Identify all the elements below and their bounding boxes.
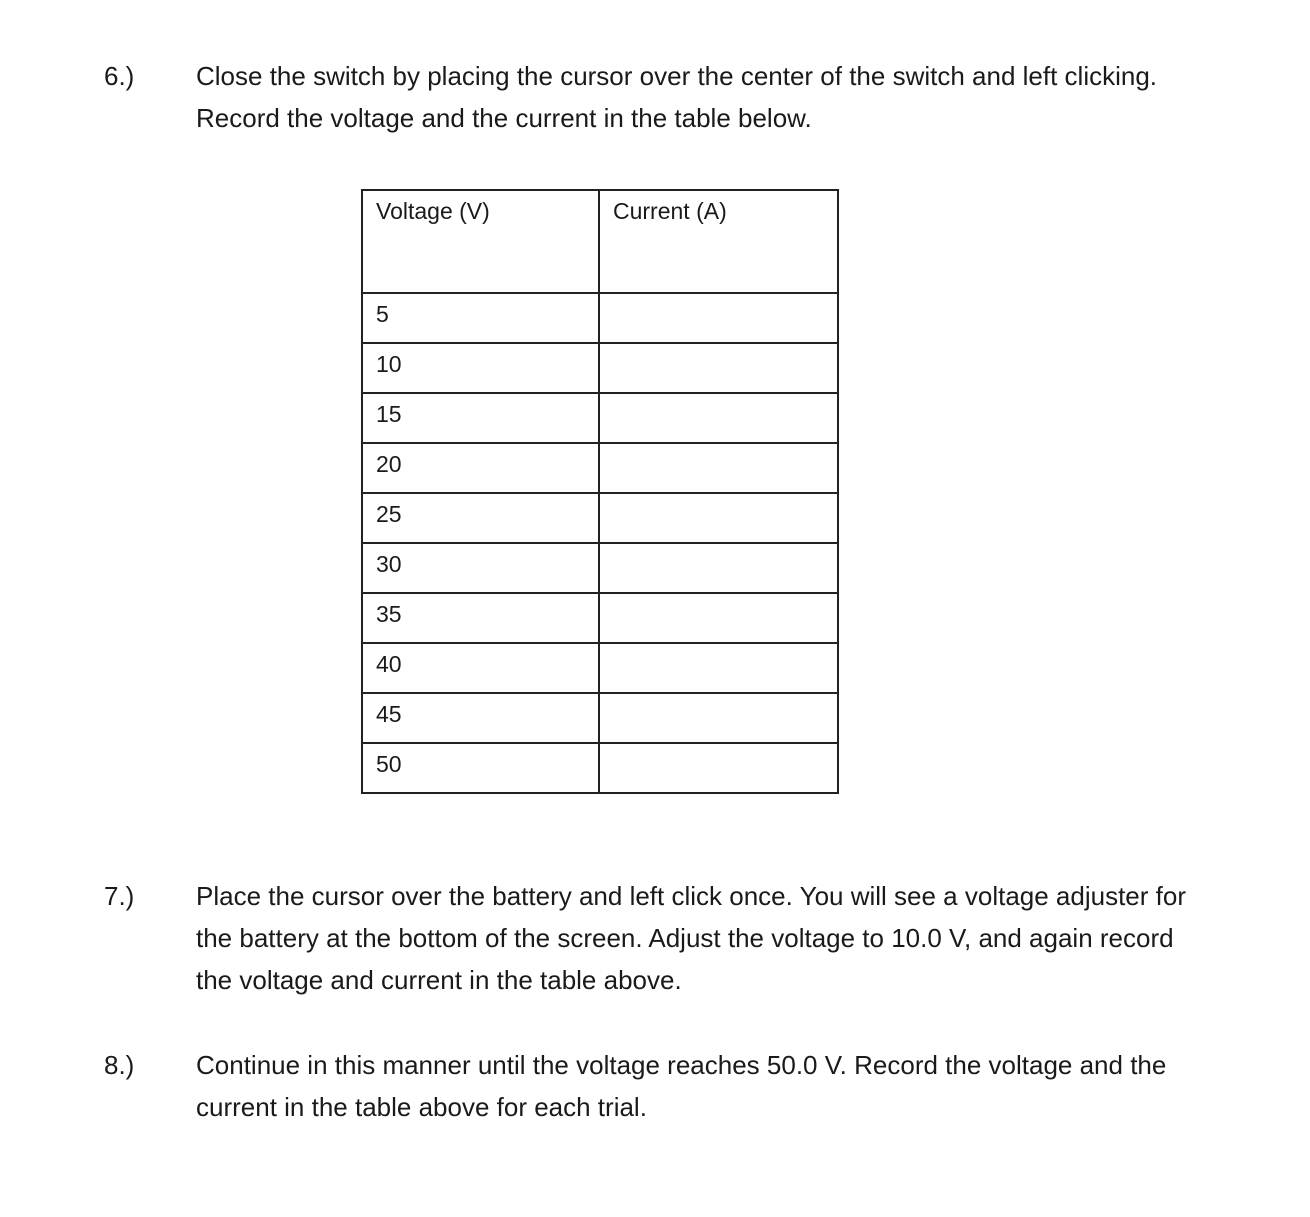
table-row xyxy=(362,593,838,643)
table-header-row xyxy=(362,190,838,293)
current-cell[interactable] xyxy=(599,593,838,643)
table-row xyxy=(362,293,838,343)
voltage-cell: 5 xyxy=(362,293,599,343)
instruction-line: the voltage and current in the table above. xyxy=(196,965,682,995)
step-instruction xyxy=(196,55,1266,139)
current-cell[interactable] xyxy=(599,493,838,543)
instruction-line: Close the switch by placing the cursor over the center of the switch and left clicking. xyxy=(196,61,1158,91)
table-row xyxy=(362,543,838,593)
current-cell[interactable] xyxy=(599,393,838,443)
table-row xyxy=(362,493,838,543)
step-number: 6.) xyxy=(104,61,135,91)
table-row xyxy=(362,693,838,743)
voltage-column-header: Voltage (V) xyxy=(362,190,599,293)
current-cell[interactable] xyxy=(599,343,838,393)
voltage-cell: 25 xyxy=(362,493,599,543)
current-column-header: Current (A) xyxy=(599,190,838,293)
current-cell[interactable] xyxy=(599,643,838,693)
table-row xyxy=(362,743,838,793)
voltage-cell: 40 xyxy=(362,643,599,693)
table-row xyxy=(362,343,838,393)
instruction-line: Record the voltage and the current in the table below. xyxy=(196,103,812,133)
step-number: 8.) xyxy=(104,1050,135,1080)
voltage-cell: 15 xyxy=(362,393,599,443)
step-number: 7.) xyxy=(104,881,135,911)
voltage-cell: 45 xyxy=(362,693,599,743)
instruction-line: Place the cursor over the battery and left click once. You will see a voltage adjuster for xyxy=(196,881,1186,911)
instruction-line: current in the table above for each trial. xyxy=(196,1092,647,1122)
current-cell[interactable] xyxy=(599,543,838,593)
voltage-cell: 50 xyxy=(362,743,599,793)
current-cell[interactable] xyxy=(599,743,838,793)
voltage-cell: 35 xyxy=(362,593,599,643)
current-cell[interactable] xyxy=(599,443,838,493)
instruction-line: Continue in this manner until the voltage reaches 50.0 V. Record the voltage and the xyxy=(196,1050,1167,1080)
voltage-cell: 20 xyxy=(362,443,599,493)
step-instruction xyxy=(196,1044,1266,1128)
table-row xyxy=(362,393,838,443)
instruction-line: the battery at the bottom of the screen. Adjust the voltage to 10.0 V, and again record xyxy=(196,923,1174,953)
current-cell[interactable] xyxy=(599,693,838,743)
current-cell[interactable] xyxy=(599,293,838,343)
voltage-current-table xyxy=(361,189,839,794)
voltage-cell: 10 xyxy=(362,343,599,393)
step-instruction xyxy=(196,875,1266,1001)
voltage-cell: 30 xyxy=(362,543,599,593)
table-row xyxy=(362,643,838,693)
table-row xyxy=(362,443,838,493)
